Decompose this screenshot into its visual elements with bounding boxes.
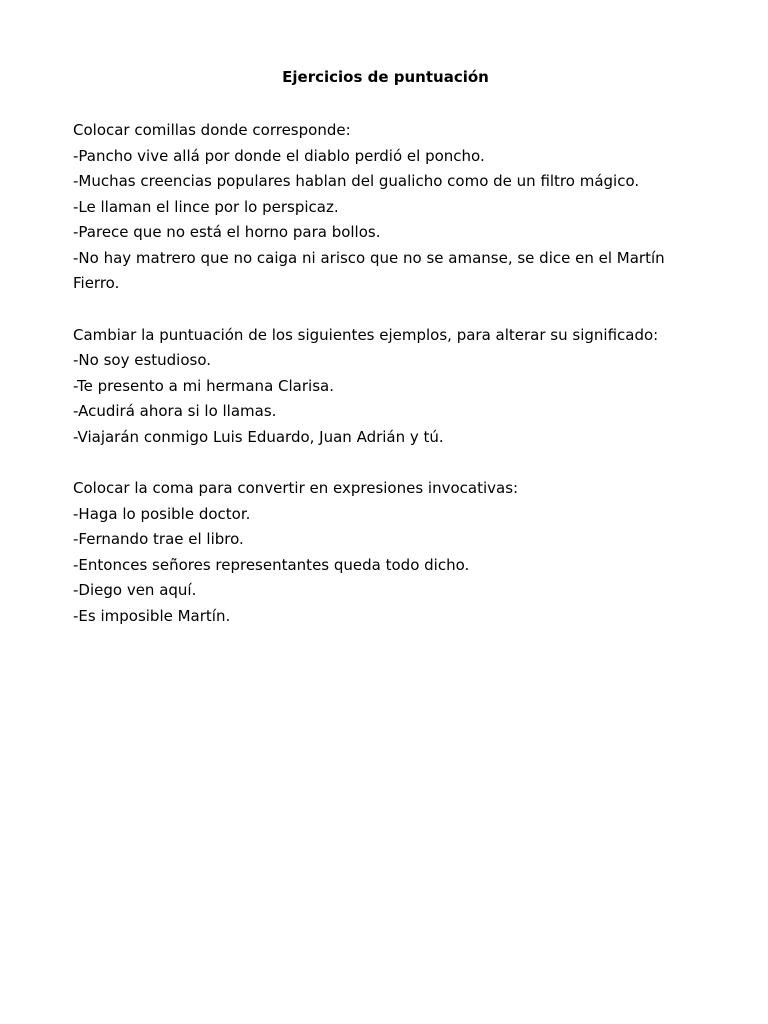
exercise-item: -Diego ven aquí.: [73, 581, 197, 599]
exercise-item: -Haga lo posible doctor.: [73, 504, 251, 523]
exercise-item: -Viajarán conmigo Luis Eduardo, Juan Adrián y tú.: [73, 427, 444, 446]
exercise-item: -Parece que no está el horno para bollos.: [73, 223, 381, 241]
exercise-item: -No soy estudioso.: [73, 351, 212, 369]
exercise-item: -Muchas creencias populares hablan del gualicho como de un filtro mágico.: [73, 172, 640, 190]
section-coma-invocativa: [73, 476, 708, 629]
exercise-item: -Te presento a mi hermana Clarisa.: [73, 376, 334, 395]
exercise-item: -No hay matrero que no caiga ni arisco que no se amanse, se dice en el Martín Fierro.: [73, 248, 665, 292]
exercise-item: -Fernando trae el libro.: [73, 530, 244, 548]
exercise-item: -Pancho vive allá por donde el diablo perdió el poncho.: [73, 146, 485, 165]
document-title: Ejercicios de puntuación: [282, 68, 489, 86]
section-cambiar-puntuacion: [73, 323, 708, 451]
section-heading: Colocar la coma para convertir en expresiones invocativas:: [73, 479, 519, 497]
section-comillas: [73, 118, 708, 297]
section-heading: Cambiar la puntuación de los siguientes ejemplos, para alterar su significado:: [73, 325, 659, 344]
section-heading: Colocar comillas donde corresponde:: [73, 121, 351, 139]
exercise-item: -Le llaman el lince por lo perspicaz.: [73, 197, 339, 216]
exercise-item: -Entonces señores representantes queda todo dicho.: [73, 555, 470, 574]
exercise-item: -Acudirá ahora si lo llamas.: [73, 402, 277, 420]
exercise-item: -Es imposible Martín.: [73, 606, 231, 625]
